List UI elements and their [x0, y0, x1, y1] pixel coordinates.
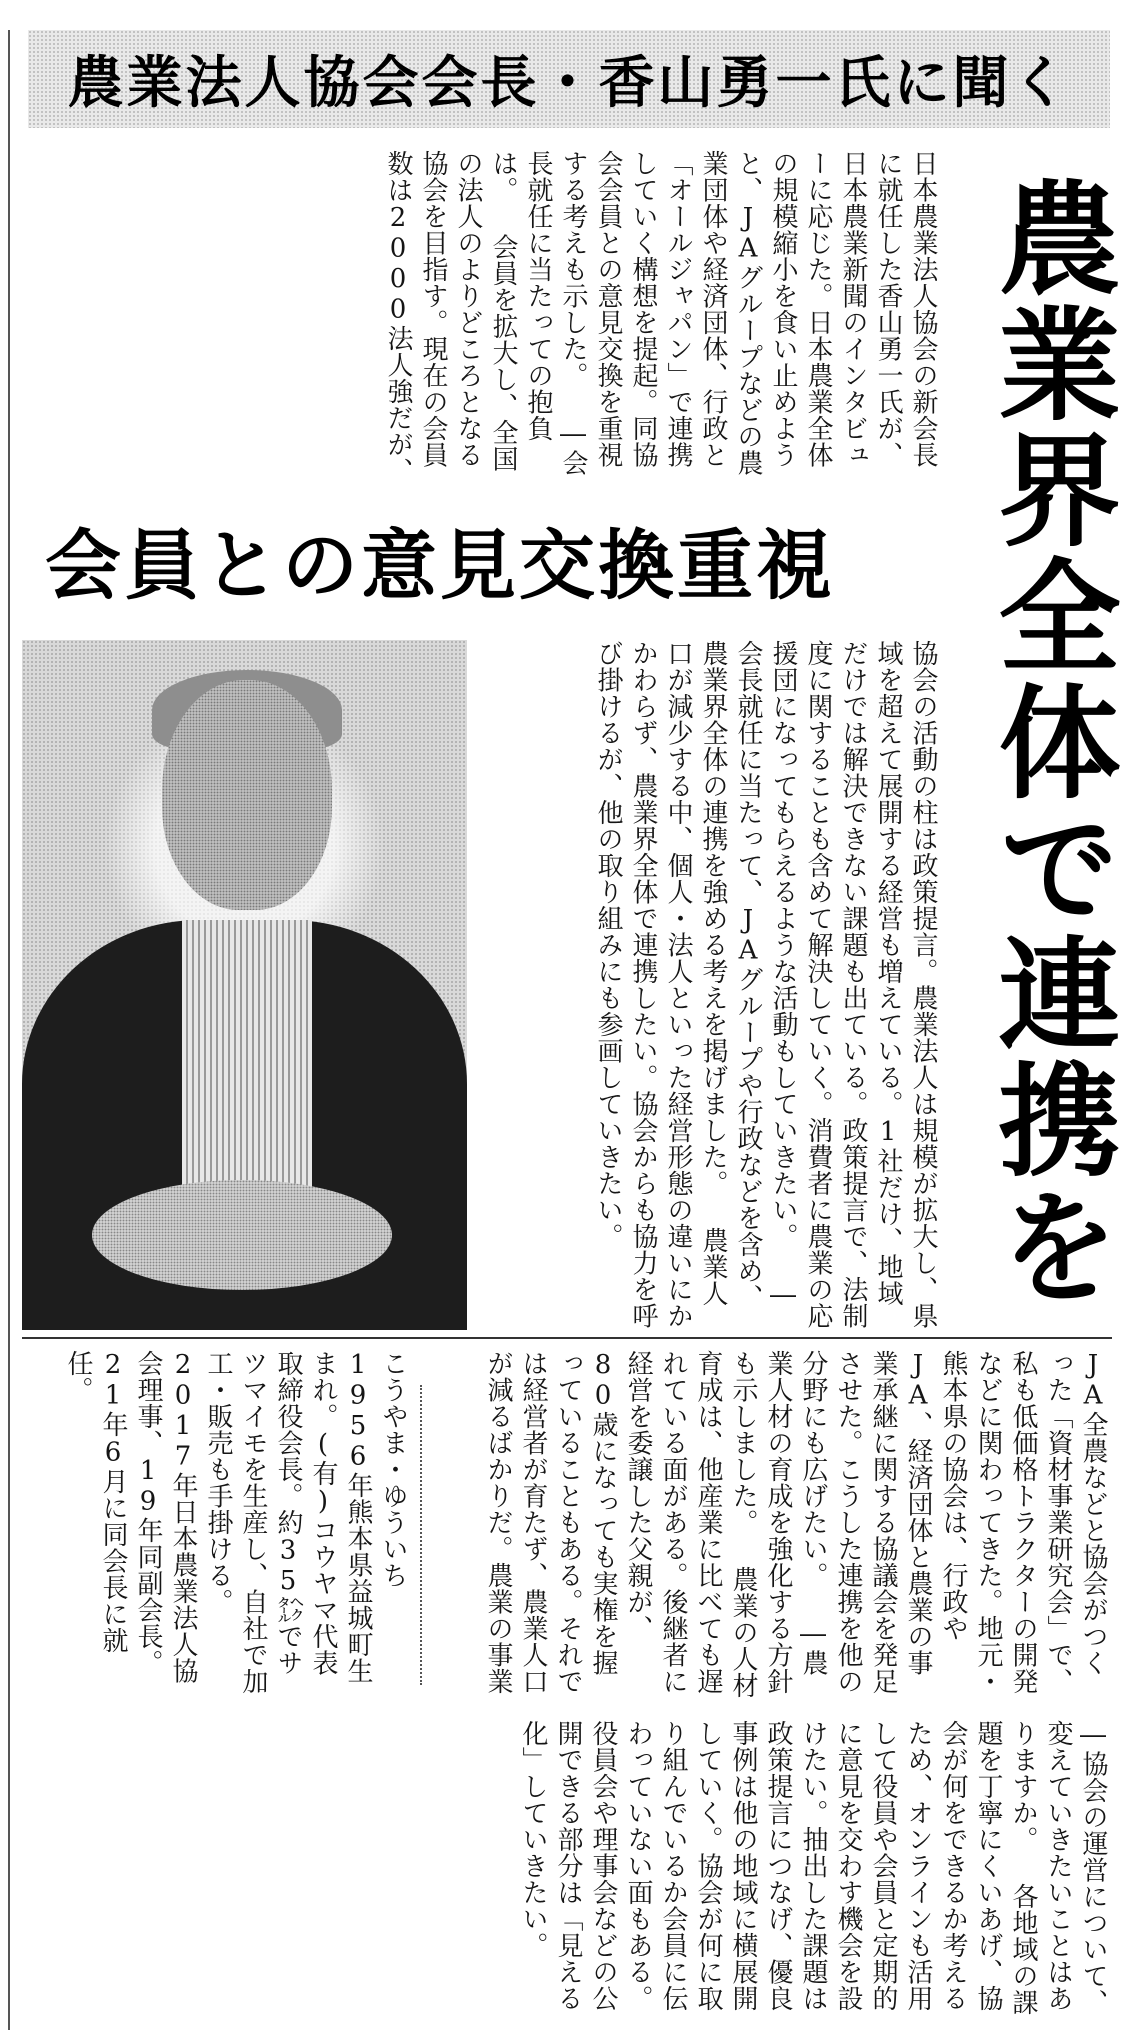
question-1: ―会長就任に当たっての抱負は。: [488, 150, 588, 476]
profile-box: [30, 1350, 410, 1700]
interviewee-photo: [22, 640, 467, 1330]
profile-text: 1956年熊本県益城町生まれ。(有)コウヤマ代表取締役会長。約35㌶でサツマイモを生産し、自社で加工・販売も手掛ける。2017年日本農業法人協会理事、19年同副会長。21年6月に同会長に就任。: [63, 1350, 373, 1695]
article-middle: [480, 640, 940, 1330]
answer-4: 各地域の課題を丁寧にくいあげ、協会が何をできるか考えるため、オンラインも活用して役員や会員と定期的に意見を交わす機会を設けたい。抽出した課題は政策提言につなげ、優良事例は他の地域に横展開していく。協会が何に取り組んでいるか会員に伝わっていない面もある。役員会や理事会などの公開できる部分は「見える化」していきたい。: [518, 1720, 1038, 2016]
answer-2: 農業人口が減少する中、個人・法人といった経営形態の違いにかかわらず、農業界全体で連携したい。協会からも協力を呼び掛けるが、他の取り組みにも参画していきたい。: [593, 640, 728, 1329]
answer-3: 農業の人材育成は、他産業に比べても遅れている面がある。後継者に経営を委譲した父親が、80歳になっても実権を握っていることもある。それでは経営者が育たず、農業人口が減るばかりだ。農業の事業: [483, 1350, 758, 1699]
article-banner: 農業法人協会会長・香山勇一氏に聞く: [28, 30, 1110, 128]
answer-1b: 協会の活動の柱は政策提言。農業法人は規模が拡大し、県域を超えて展開する経営も増えている。1社だけ、地域だけでは解決できない課題も出ている。政策提言で、法制度に関することも含めて解決していく。消費者に農業の応援団になってもらえるような活動もしていきたい。: [768, 640, 938, 1329]
lead-paragraph: 日本農業法人協会の新会長に就任した香山勇一氏が、日本農業新聞のインタビューに応じた。日本農業全体の規模縮小を食い止めようと、JAグループなどの農業団体や経済団体、行政と「オールジャパン」で連携していく構想を提起。同協会会員との意見交換を重視する考えも示した。: [558, 150, 938, 476]
article-lower-right: [480, 1350, 1110, 1700]
sub-headline: 会員との意見交換重視: [45, 521, 835, 610]
answer-2b: JA全農などと協会がつくった「資材事業研究会」で、私も低価格トラクターの開発などに関わってきた。地元・熊本県の協会は、行政やJA、経済団体と農業の事業承継に関する協議会を発足させた。こうした連携を他の分野にも広げたい。: [798, 1350, 1108, 1695]
article-lead: [380, 150, 940, 490]
article-bottom: [30, 1720, 1110, 2020]
section-divider: [22, 1337, 1112, 1339]
photo-face: [162, 680, 332, 910]
photo-shirt: [182, 920, 312, 1220]
profile-name: こうやま・ゆういち: [378, 1350, 408, 1589]
question-4: ―協会の運営について、変えていきたいことはありますか。: [1008, 1720, 1108, 2016]
main-headline: 農業界全体で連携を: [978, 175, 1122, 1309]
page-edge-rule: [8, 30, 10, 2030]
photo-hands: [92, 1180, 392, 1290]
question-2: ―会長就任に当たって、JAグループや行政などを含め、農業界全体の連携を強める考えを掲げました。: [698, 640, 798, 1311]
question-3: ―農業人材の育成を強化する方針も示しました。: [728, 1350, 828, 1695]
answer-1: 会員を拡大し、全国の法人のよりどころとなる協会を目指す。現在の会員数は2000法人強だが、: [383, 150, 518, 484]
profile-divider: [420, 1385, 422, 1685]
